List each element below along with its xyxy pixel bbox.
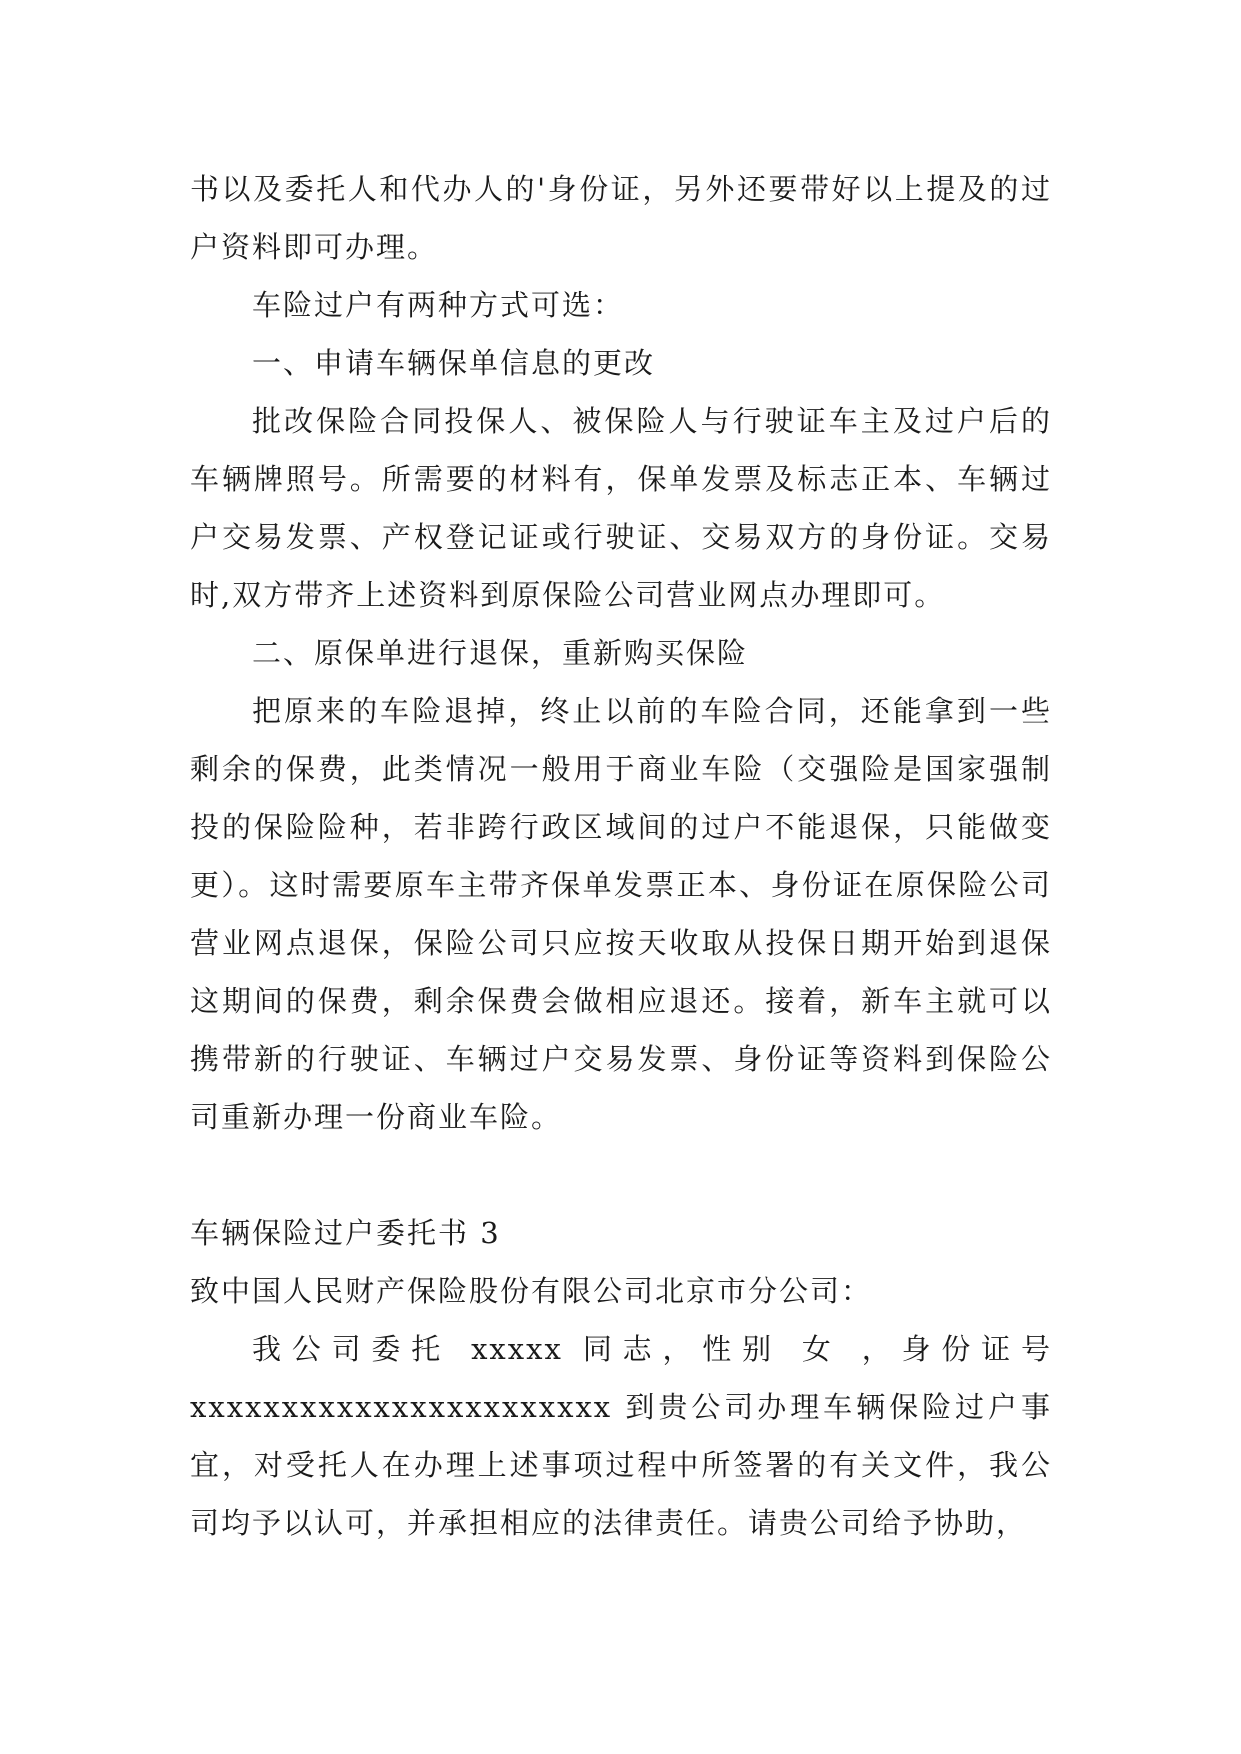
letter-addressee: 致中国人民财产保险股份有限公司北京市分公司：: [190, 1274, 873, 1308]
letter-body: 我公司委托 xxxxx 同志，性别 女 ，身份证号 xxxxxxxxxxxxxxxxxxxxxxx 到贵公司办理车辆保险过户事宜，对受托人在办理上述事项过程中所签署的有关文件，我公司均予以认可，并承担相应的法律责任。请贵公司给予协助，: [190, 1332, 1052, 1540]
document-body: [190, 160, 1052, 1552]
paragraph-id-card-note: 书以及委托人和代办人的'身份证，另外还要带好以上提及的过户资料即可办理。: [190, 172, 1052, 264]
heading-method-one: 一、申请车辆保单信息的更改: [252, 346, 656, 380]
heading-method-two: 二、原保单进行退保，重新购买保险: [252, 636, 749, 670]
paragraph-method-one: 批改保险合同投保人、被保险人与行驶证车主及过户后的车辆牌照号。所需要的材料有，保单发票及标志正本、车辆过户交易发票、产权登记证或行驶证、交易双方的身份证。交易时,双方带齐上述资料到原保险公司营业网点办理即可。: [190, 404, 1052, 612]
paragraph-method-two: 把原来的车险退掉，终止以前的车险合同，还能拿到一些剩余的保费，此类情况一般用于商业车险（交强险是国家强制投的保险险种，若非跨行政区域间的过户不能退保，只能做变更）。这时需要原车主带齐保单发票正本、身份证在原保险公司营业网点退保，保险公司只应按天收取从投保日期开始到退保这期间的保费，剩余保费会做相应退还。接着，新车主就可以携带新的行驶证、车辆过户交易发票、身份证等资料到保险公司重新办理一份商业车险。: [190, 694, 1052, 1134]
paragraph-two-methods: 车险过户有两种方式可选：: [252, 288, 625, 322]
section-gap: [190, 1146, 1052, 1204]
section-title: 车辆保险过户委托书 3: [190, 1216, 501, 1250]
